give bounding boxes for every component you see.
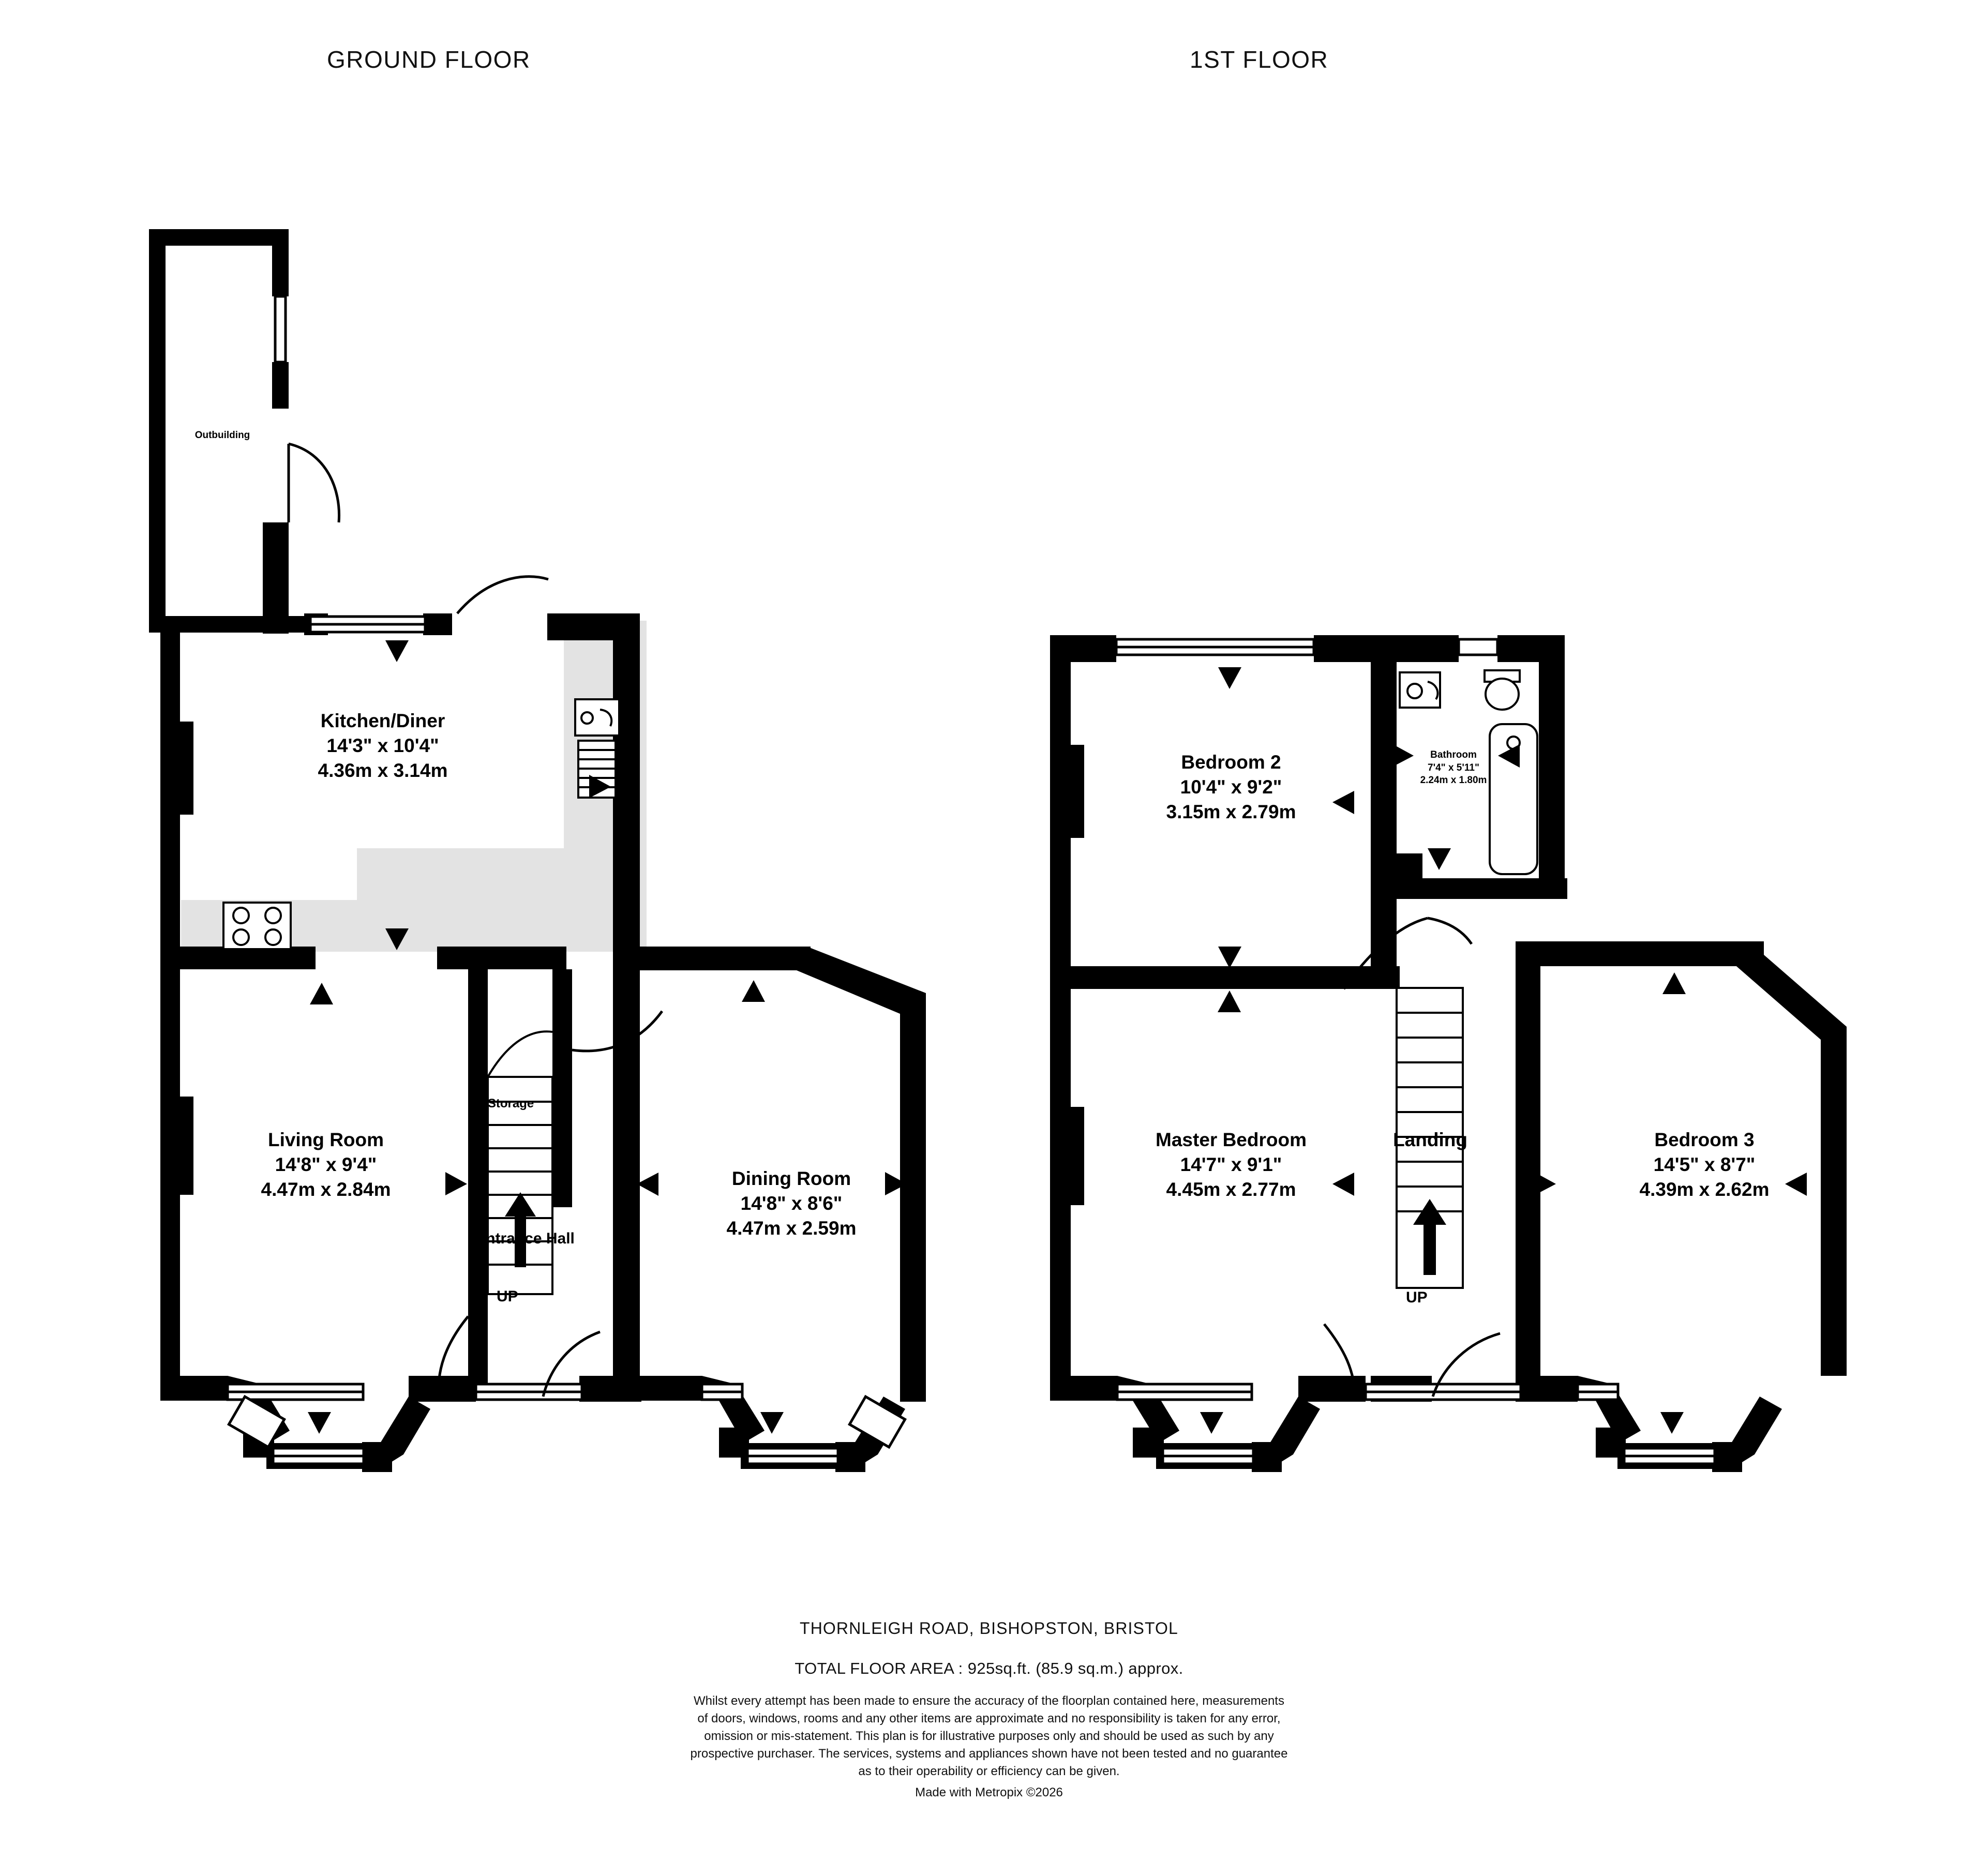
footer-made-with: Made with Metropix ©2026	[915, 1785, 1063, 1799]
kitchen-metric: 4.36m x 3.14m	[318, 760, 448, 782]
disclaimer-line-1: Whilst every attempt has been made to ensure the accuracy of the floorplan contained here, measurements	[694, 1694, 1284, 1708]
bathroom-basin-icon	[1400, 672, 1440, 708]
kitchen-imperial: 14'3" x 10'4"	[326, 735, 439, 757]
room-label-landing	[1355, 1128, 1505, 1152]
ground-floor-title: GROUND FLOOR	[327, 46, 531, 73]
outbuilding-name: Outbuilding	[194, 430, 250, 441]
room-label-outbuilding	[166, 429, 279, 442]
bedroom2-imperial: 10'4" x 9'2"	[1180, 776, 1282, 798]
ground-stairs-winder	[488, 1031, 552, 1077]
bathroom-bath-icon	[1490, 724, 1537, 874]
bedroom3-name: Bedroom 3	[1654, 1129, 1755, 1150]
dining-room-metric: 4.47m x 2.59m	[726, 1218, 857, 1239]
master-bedroom-imperial: 14'7" x 9'1"	[1180, 1154, 1282, 1176]
bedroom2-metric: 3.15m x 2.79m	[1166, 801, 1296, 823]
room-label-entrance-hall	[447, 1228, 603, 1249]
ground-floor-plan	[149, 229, 926, 1472]
kitchen-hob-icon	[223, 903, 291, 949]
footer-address: THORNLEIGH ROAD, BISHOPSTON, BRISTOL	[800, 1619, 1178, 1638]
disclaimer-line-4: prospective purchaser. The services, systems and appliances shown have not been tested and no guarantee	[690, 1747, 1288, 1761]
bedroom3-metric: 4.39m x 2.62m	[1639, 1179, 1770, 1200]
bathroom-name: Bathroom	[1430, 749, 1477, 760]
master-bedroom-metric: 4.45m x 2.77m	[1166, 1179, 1296, 1200]
kitchen-sink-icon	[575, 699, 619, 736]
disclaimer-line-2: of doors, windows, rooms and any other items are approximate and no responsibility is taken for any error,	[697, 1712, 1281, 1726]
room-label-bedroom-3	[1585, 1128, 1823, 1202]
bedroom2-name: Bedroom 2	[1181, 752, 1281, 773]
dining-room-name: Dining Room	[731, 1168, 851, 1189]
room-label-storage	[468, 1095, 553, 1112]
living-room-name: Living Room	[267, 1129, 384, 1150]
stairs-up-label-first: UP	[1406, 1289, 1428, 1306]
room-label-kitchen-diner	[269, 709, 497, 783]
landing-name: Landing	[1393, 1129, 1467, 1150]
bathroom-wc-icon	[1485, 670, 1520, 710]
disclaimer-line-5: as to their operability or efficiency can be given.	[858, 1764, 1120, 1779]
room-label-bathroom	[1386, 749, 1521, 787]
bathroom-metric: 2.24m x 1.80m	[1420, 775, 1487, 786]
room-label-bedroom-2	[1112, 750, 1350, 824]
room-label-living-room	[207, 1128, 445, 1202]
living-room-imperial: 14'8" x 9'4"	[275, 1154, 377, 1176]
living-room-metric: 4.47m x 2.84m	[261, 1179, 391, 1200]
footer-total-area: TOTAL FLOOR AREA : 925sq.ft. (85.9 sq.m.) approx.	[795, 1659, 1183, 1677]
dining-room-imperial: 14'8" x 8'6"	[740, 1193, 843, 1214]
kitchen-name: Kitchen/Diner	[320, 710, 445, 731]
entrance-hall-name: Entrance Hall	[475, 1230, 575, 1247]
storage-name: Storage	[487, 1097, 534, 1110]
master-bedroom-name: Master Bedroom	[1156, 1129, 1307, 1150]
bathroom-imperial: 7'4" x 5'11"	[1428, 762, 1479, 773]
footer-disclaimer	[0, 1692, 1978, 1780]
bedroom3-imperial: 14'5" x 8'7"	[1653, 1154, 1756, 1176]
room-label-master-bedroom	[1102, 1128, 1360, 1202]
room-label-dining-room	[678, 1166, 905, 1241]
stairs-up-label-ground: UP	[497, 1288, 518, 1305]
disclaimer-line-3: omission or mis-statement. This plan is for illustrative purposes only and should be used as such by any	[704, 1729, 1274, 1744]
first-floor-title: 1ST FLOOR	[1190, 46, 1329, 73]
